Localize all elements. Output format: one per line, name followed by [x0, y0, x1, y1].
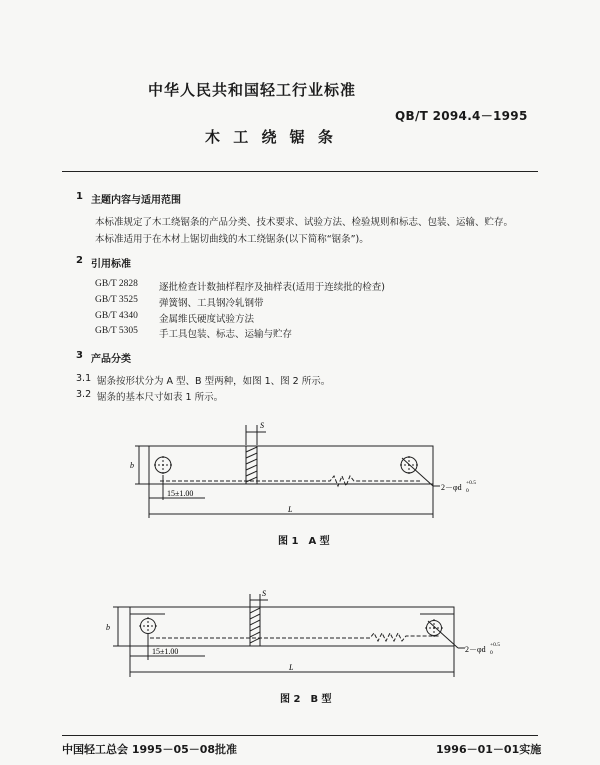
standard-code: QB/T 2094.4－1995 [395, 109, 528, 123]
clause-3-1-text: 锯条按形状分为 A 型、B 型两种，如图 1、图 2 所示。 [97, 376, 331, 387]
fig2-dim-L: L [289, 663, 294, 672]
footer-rule [62, 735, 538, 736]
effective-date: 1996－01－01实施 [436, 743, 542, 756]
reference-code: GB/T 5305 [95, 326, 138, 336]
reference-title: 弹簧钢、工具钢冷轧钢带 [159, 298, 264, 309]
reference-code: GB/T 2828 [95, 279, 138, 289]
fig2-tol-upper: +0.5 [490, 642, 500, 648]
clause-3-1-number: 3.1 [76, 373, 92, 384]
tooth-line-b [150, 633, 440, 641]
section-1-paragraph-1: 本标准规定了木工绕锯条的产品分类、技术要求、试验方法、检验规则和标志、包装、运输、贮存。 [95, 217, 514, 228]
standard-organization: 中华人民共和国轻工行业标准 [148, 81, 357, 99]
fig1-dim-b: b [130, 461, 134, 470]
fig1-dim-s: S [260, 421, 264, 430]
document-title: 木 工 绕 锯 条 [205, 128, 337, 146]
clause-3-2-text: 锯条的基本尺寸如表 1 所示。 [97, 392, 224, 403]
fig2-tol-lower: 0 [490, 650, 493, 656]
approval-date: 中国轻工总会 1995－05－08批准 [62, 743, 238, 756]
reference-title: 逐批检查计数抽样程序及抽样表(适用于连续批的检查) [159, 282, 385, 293]
section-2-number: 2 [76, 255, 83, 266]
reference-title: 金属维氏硬度试验方法 [159, 314, 255, 325]
fig2-hole-note: 2－φd [465, 645, 486, 654]
fig1-dim-L: L [288, 505, 293, 514]
section-1-paragraph-2: 本标准适用于在木材上锯切曲线的木工绕锯条(以下简称“锯条”)。 [95, 234, 369, 245]
fig1-hole-note: 2－φd [441, 483, 462, 492]
fig2-dim-b: b [106, 623, 110, 632]
section-3-heading: 产品分类 [91, 354, 131, 365]
fig1-dim-offset: 15±1.00 [167, 489, 194, 498]
figure-2-caption: 图 2 B 型 [280, 694, 332, 705]
section-2-heading: 引用标准 [91, 259, 131, 270]
figure-1-caption: 图 1 A 型 [278, 536, 330, 547]
section-1-heading: 主题内容与适用范围 [91, 195, 181, 206]
section-3-number: 3 [76, 350, 83, 361]
reference-title: 手工具包装、标志、运输与贮存 [159, 329, 293, 340]
reference-code: GB/T 3525 [95, 295, 138, 305]
fig1-tol-upper: +0.5 [466, 480, 476, 486]
blade-body-b [130, 607, 454, 646]
section-1-number: 1 [76, 191, 83, 202]
fig2-dim-s: S [262, 589, 266, 598]
fig1-tol-lower: 0 [466, 488, 469, 494]
blade-body [149, 446, 433, 484]
clause-3-2-number: 3.2 [76, 389, 92, 400]
reference-code: GB/T 4340 [95, 311, 138, 321]
fig2-dim-offset: 15±1.00 [152, 647, 179, 656]
